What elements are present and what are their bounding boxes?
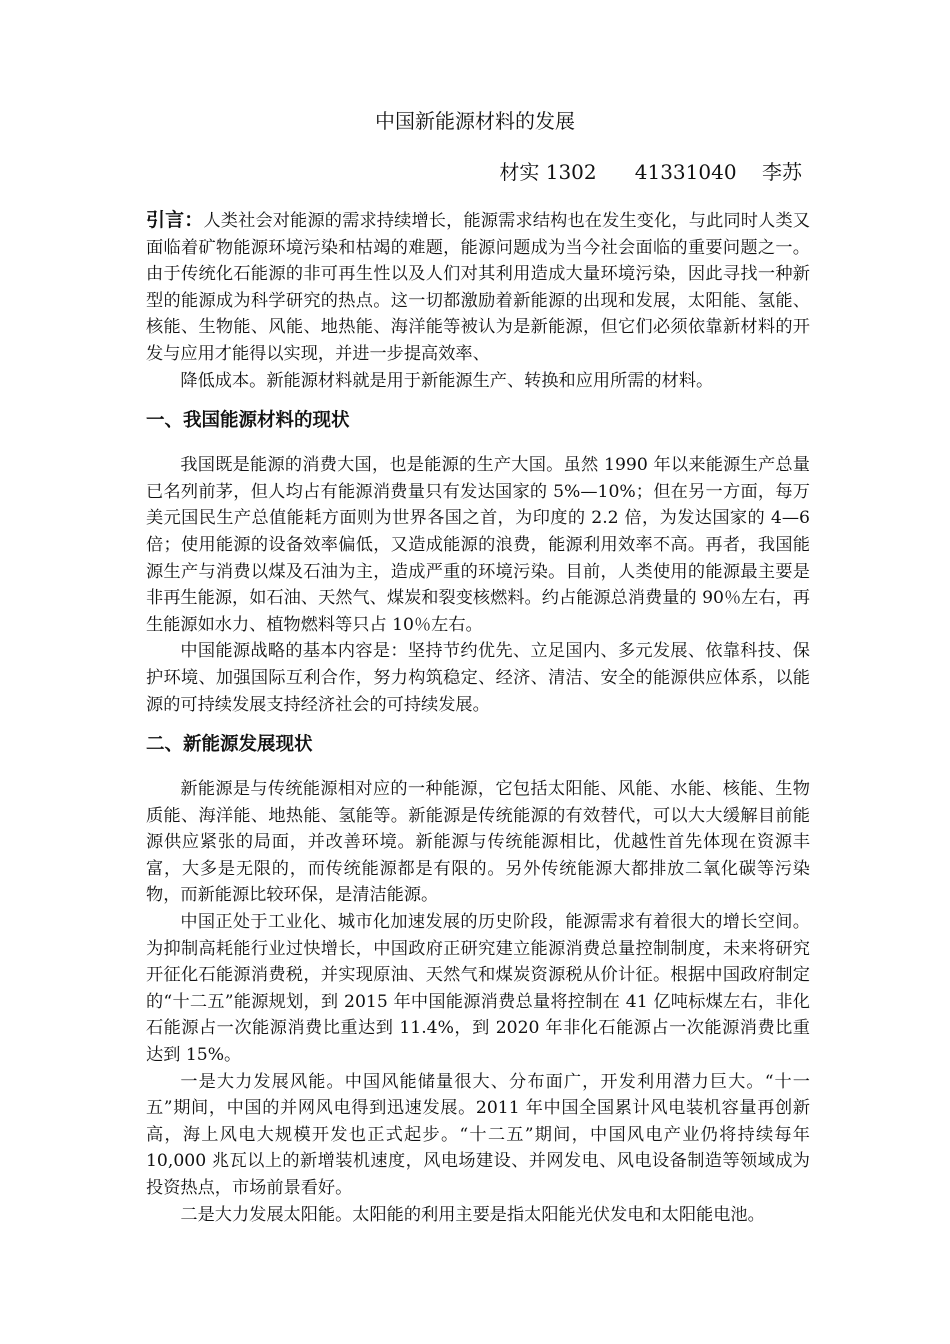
intro-paragraph: [146, 207, 810, 368]
document-title: 中国新能源材料的发展: [375, 109, 575, 133]
author-line: 材实 1302 41331040 李苏: [499, 160, 802, 184]
intro-tail: 降低成本。新能源材料就是用于新能源生产、转换和应用所需的材料。: [180, 370, 714, 391]
section1-paragraph-1: 我国既是能源的消费大国，也是能源的生产大国。虽然 1990 年以来能源生产总量已名列前茅，但人均占有能源消费量只有发达国家的 5%—10%；但在另一方面，每万美元国民生产总值能耗方面则为世界各国之首，为印度的 2.2 倍，为发达国家的 4—6 倍；使用能源的设备效率偏低，又造成能源的浪费，能源利用效率不高。再者，我国能源生产与消费以煤及石油为主，造成严重的环境污染。目前，人类使用的能源最主要是非再生能源，如石油、天然气、煤炭和裂变核燃料。约占能源总消费量的 90％左右，再生能源如水力、植物燃料等只占 10％左右。: [146, 455, 810, 635]
section-heading-1: 一、我国能源材料的现状: [146, 410, 350, 432]
section2-paragraph-4: 二是大力发展太阳能。太阳能的利用主要是指太阳能光伏发电和太阳能电池。: [180, 1204, 765, 1225]
intro-text: 人类社会对能源的需求持续增长，能源需求结构也在发生变化，与此同时人类又面临着矿物能源环境污染和枯竭的难题，能源问题成为当今社会面临的重要问题之一。由于传统化石能源的非可再生性以及人们对其利用造成大量环境污染，因此寻找一种新型的能源成为科学研究的热点。这一切都激励着新能源的出现和发展，太阳能、氢能、核能、生物能、风能、地热能、海洋能等被认为是新能源，但它们必须依靠新材料的开发与应用才能得以实现，并进一步提高效率、: [146, 211, 810, 364]
document-body: [146, 207, 810, 1228]
section2-paragraph-3: 一是大力发展风能。中国风能储量很大、分布面广，开发利用潜力巨大。“十一五”期间，中国的并网风电得到迅速发展。2011 年中国全国累计风电装机容量再创新高，海上风电大规模开发也正式起步。“十二五”期间，中国风电产业仍将持续每年 10,000 兆瓦以上的新增装机速度，风电场建设、并网发电、风电设备制造等领域成为投资热点，市场前景看好。: [146, 1071, 810, 1198]
section-heading-2: 二、新能源发展现状: [146, 734, 313, 756]
intro-label: 引言：: [146, 209, 204, 231]
section1-paragraph-2: 中国能源战略的基本内容是：坚持节约优先、立足国内、多元发展、依靠科技、保护环境、加强国际互利合作，努力构筑稳定、经济、清洁、安全的能源供应体系，以能源的可持续发展支持经济社会的可持续发展。: [146, 641, 810, 715]
section2-paragraph-2: 中国正处于工业化、城市化加速发展的历史阶段，能源需求有着很大的增长空间。为抑制高耗能行业过快增长，中国政府正研究建立能源消费总量控制制度，未来将研究开征化石能源消费税，并实现原油、天然气和煤炭资源税从价计征。根据中国政府制定的“十二五”能源规划，到 2015 年中国能源消费总量将控制在 41 亿吨标煤左右，非化石能源占一次能源消费比重达到 11.4%，到 2020 年非化石能源占一次能源消费比重达到 15%。: [146, 912, 810, 1066]
section2-paragraph-1: 新能源是与传统能源相对应的一种能源，它包括太阳能、风能、水能、核能、生物质能、海洋能、地热能、氢能等。新能源是传统能源的有效替代，可以大大缓解目前能源供应紧张的局面，并改善环境。新能源与传统能源相比，优越性首先体现在资源丰富，大多是无限的，而传统能源都是有限的。另外传统能源大都排放二氧化碳等污染物，而新能源比较环保，是清洁能源。: [146, 779, 810, 906]
